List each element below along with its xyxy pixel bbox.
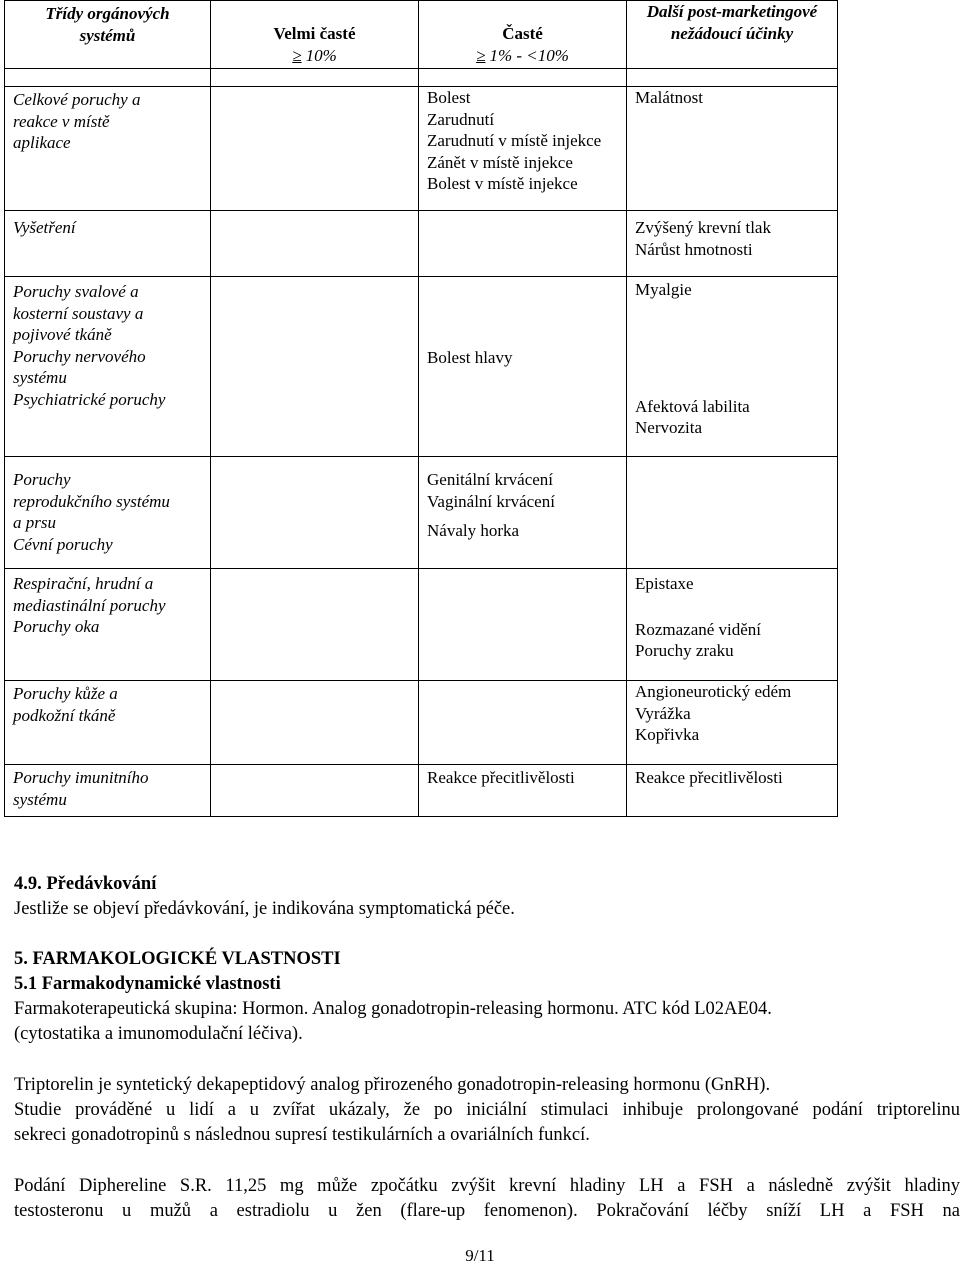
header-post-marketing: Další post-marketingové nežádoucí účinky xyxy=(627,1,838,69)
header-very-common: Velmi časté xyxy=(211,1,419,45)
organ-class-cell: Poruchy reprodukčního systému a prsu Cévní poruchy xyxy=(5,457,211,569)
table-row xyxy=(5,87,838,211)
very-common-cell xyxy=(211,765,419,817)
common-cell: Bolest hlavy xyxy=(419,277,627,457)
table-row xyxy=(5,569,838,681)
section-overdose xyxy=(14,872,960,922)
page-number: 9/11 xyxy=(465,1246,495,1265)
very-common-cell xyxy=(211,87,419,211)
paragraph-line: sekreci gonadotropinů s následnou supresí testikulárních a ovariálních funkcí. xyxy=(14,1125,590,1145)
post-marketing-cell: Zvýšený krevní tlak Nárůst hmotnosti xyxy=(627,211,838,277)
adverse-effects-table xyxy=(4,0,838,817)
common-cell: Reakce přecitlivělosti xyxy=(419,765,627,817)
header-organ-class: Třídy orgánových systémů xyxy=(5,1,211,69)
section-triptorelin xyxy=(14,1073,960,1148)
table-row xyxy=(5,211,838,277)
post-marketing-cell xyxy=(627,457,838,569)
organ-class-cell: Poruchy imunitního systému xyxy=(5,765,211,817)
very-common-cell xyxy=(211,277,419,457)
post-marketing-cell: Malátnost xyxy=(627,87,838,211)
very-common-cell xyxy=(211,681,419,765)
header-common-range: ≥ 1% - <10% xyxy=(419,45,627,69)
post-marketing-cell: Angioneurotický edém Vyrážka Kopřivka xyxy=(627,681,838,765)
header-common: Časté xyxy=(419,1,627,45)
common-cell: Genitální krvácení Vaginální krvácení Návaly horka xyxy=(419,457,627,569)
paragraph-line: (cytostatika a imunomodulační léčiva). xyxy=(14,1024,303,1044)
subsection-heading: 5.1 Farmakodynamické vlastnosti xyxy=(14,974,281,994)
table-row xyxy=(5,765,838,817)
organ-class-cell: Poruchy svalové a kosterní soustavy a pojivové tkáně Poruchy nervového systému Psychiatrické poruchy xyxy=(5,277,211,457)
organ-class-cell: Celkové poruchy a reakce v místě aplikace xyxy=(5,87,211,211)
header-very-common-range: ≥ 10% xyxy=(211,45,419,69)
very-common-cell xyxy=(211,211,419,277)
very-common-cell xyxy=(211,457,419,569)
common-cell xyxy=(419,569,627,681)
table-header-row xyxy=(5,1,838,45)
section-pharmacology xyxy=(14,947,960,1047)
common-cell xyxy=(419,211,627,277)
paragraph: Jestliže se objeví předávkování, je indikována symptomatická péče. xyxy=(14,899,515,919)
common-cell xyxy=(419,681,627,765)
very-common-cell xyxy=(211,569,419,681)
organ-class-cell: Vyšetření xyxy=(5,211,211,277)
post-marketing-cell: Myalgie Afektová labilita Nervozita xyxy=(627,277,838,457)
table-row xyxy=(5,457,838,569)
common-cell: Bolest Zarudnutí Zarudnutí v místě injekce Zánět v místě injekce Bolest v místě injekce xyxy=(419,87,627,211)
post-marketing-cell: Epistaxe Rozmazané vidění Poruchy zraku xyxy=(627,569,838,681)
paragraph-line: Triptorelin je syntetický dekapeptidový analog přirozeného gonadotropin-releasing hormonu (GnRH). xyxy=(14,1075,771,1095)
table-row xyxy=(5,277,838,457)
section-diphereline xyxy=(14,1174,960,1224)
organ-class-cell: Poruchy kůže a podkožní tkáně xyxy=(5,681,211,765)
post-marketing-cell: Reakce přecitlivělosti xyxy=(627,765,838,817)
organ-class-cell: Respirační, hrudní a mediastinální poruchy Poruchy oka xyxy=(5,569,211,681)
paragraph-line: Farmakoterapeutická skupina: Hormon. Analog gonadotropin-releasing hormonu. ATC kód L02AE04. xyxy=(14,999,772,1019)
table-row xyxy=(5,681,838,765)
table-spacer-row xyxy=(5,69,838,87)
paragraph-line: testosteronu u mužů a estradiolu u žen (flare-up fenomenon). Pokračování léčby sníží LH a FSH na xyxy=(14,1201,960,1221)
section-heading: 5. FARMAKOLOGICKÉ VLASTNOSTI xyxy=(14,949,341,969)
paragraph-line: Podání Diphereline S.R. 11,25 mg může zpočátku zvýšit krevní hladiny LH a FSH a následně zvýšit hladiny xyxy=(14,1176,960,1196)
section-heading: 4.9. Předávkování xyxy=(14,874,157,894)
paragraph-line: Studie prováděné u lidí a u zvířat ukázaly, že po iniciální stimulaci inhibuje prolongované podání triptorelinu xyxy=(14,1100,960,1120)
